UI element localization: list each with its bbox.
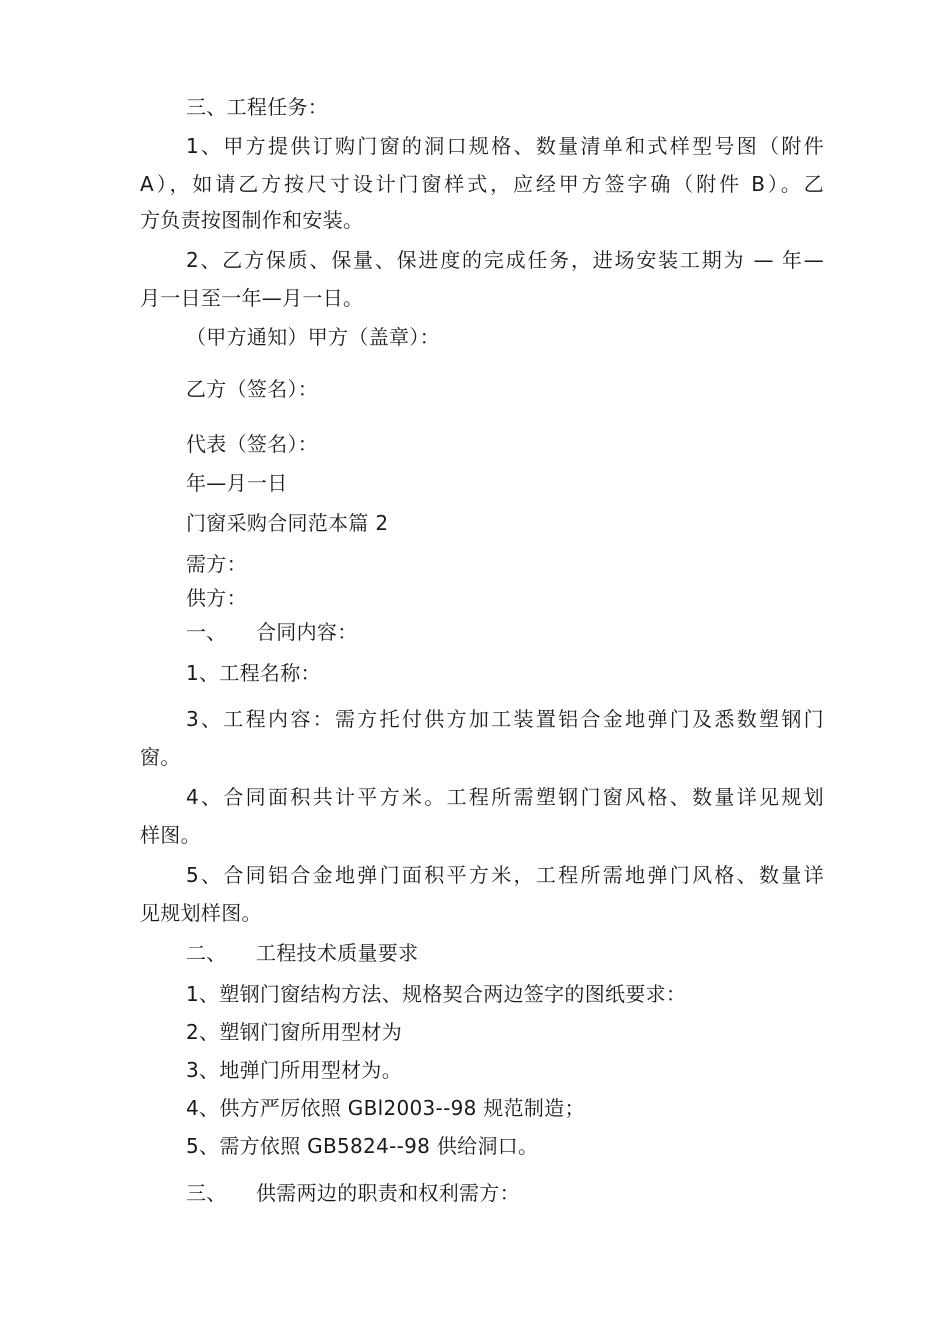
paragraph-line: 1、甲方提供订购门窗的洞口规格、数量清单和式样型号图（附件 [186,134,824,158]
section-number: 三、 [186,1181,227,1205]
paragraph-line: 1、塑钢门窗结构方法、规格契合两边签字的图纸要求： [186,982,687,1006]
section-heading-contract-content [186,620,358,644]
section-heading-engineering-task: 三、工程任务： [186,95,329,119]
paragraph-line: 2、塑钢门窗所用型材为 [186,1020,403,1044]
party-a-seal-label: （甲方通知）甲方（盖章）： [186,325,440,349]
date-line: 年—月一日 [186,471,288,495]
paragraph-line: 样图。 [140,823,201,847]
paragraph-line: 3、工程内容：需方托付供方加工装置铝合金地弹门及悉数塑钢门 [186,707,824,731]
section-number: 二、 [186,941,227,965]
paragraph-line: 4、供方严厉依照 GBl2003--98 规范制造； [186,1096,585,1120]
representative-signature-label: 代表（签名）： [186,432,319,456]
contract-title-part-2: 门窗采购合同范本篇 2 [186,511,389,535]
supplier-label: 供方： [186,586,247,610]
party-b-signature-label: 乙方（签名）： [186,377,319,401]
paragraph-line: 1、工程名称： [186,661,321,685]
section-title: 工程技术质量要求 [256,941,419,965]
paragraph-line: 窗。 [140,745,181,769]
section-title: 合同内容： [256,620,358,644]
buyer-label: 需方： [186,552,247,576]
section-heading-responsibilities [186,1181,520,1205]
paragraph-line: 方负责按图制作和安装。 [140,208,364,232]
paragraph-line: 3、地弹门所用型材为。 [186,1058,403,1082]
paragraph-line: A），如请乙方按尺寸设计门窗样式，应经甲方签字确（附件 B）。乙 [140,172,824,196]
paragraph-line: 5、需方依照 GB5824--98 供给洞口。 [186,1134,539,1158]
paragraph-line: 2、乙方保质、保量、保进度的完成任务，进场安装工期为 — 年— [186,248,824,272]
paragraph-line: 月一日至一年—月一日。 [140,286,364,310]
section-title: 供需两边的职责和权利需方： [256,1181,520,1205]
paragraph-line: 见规划样图。 [140,901,262,925]
paragraph-line: 5、合同铝合金地弹门面积平方米，工程所需地弹门风格、数量详 [186,863,824,887]
section-number: 一、 [186,620,227,644]
paragraph-line: 4、合同面积共计平方米。工程所需塑钢门窗风格、数量详见规划 [186,785,824,809]
section-heading-technical-quality [186,941,418,965]
